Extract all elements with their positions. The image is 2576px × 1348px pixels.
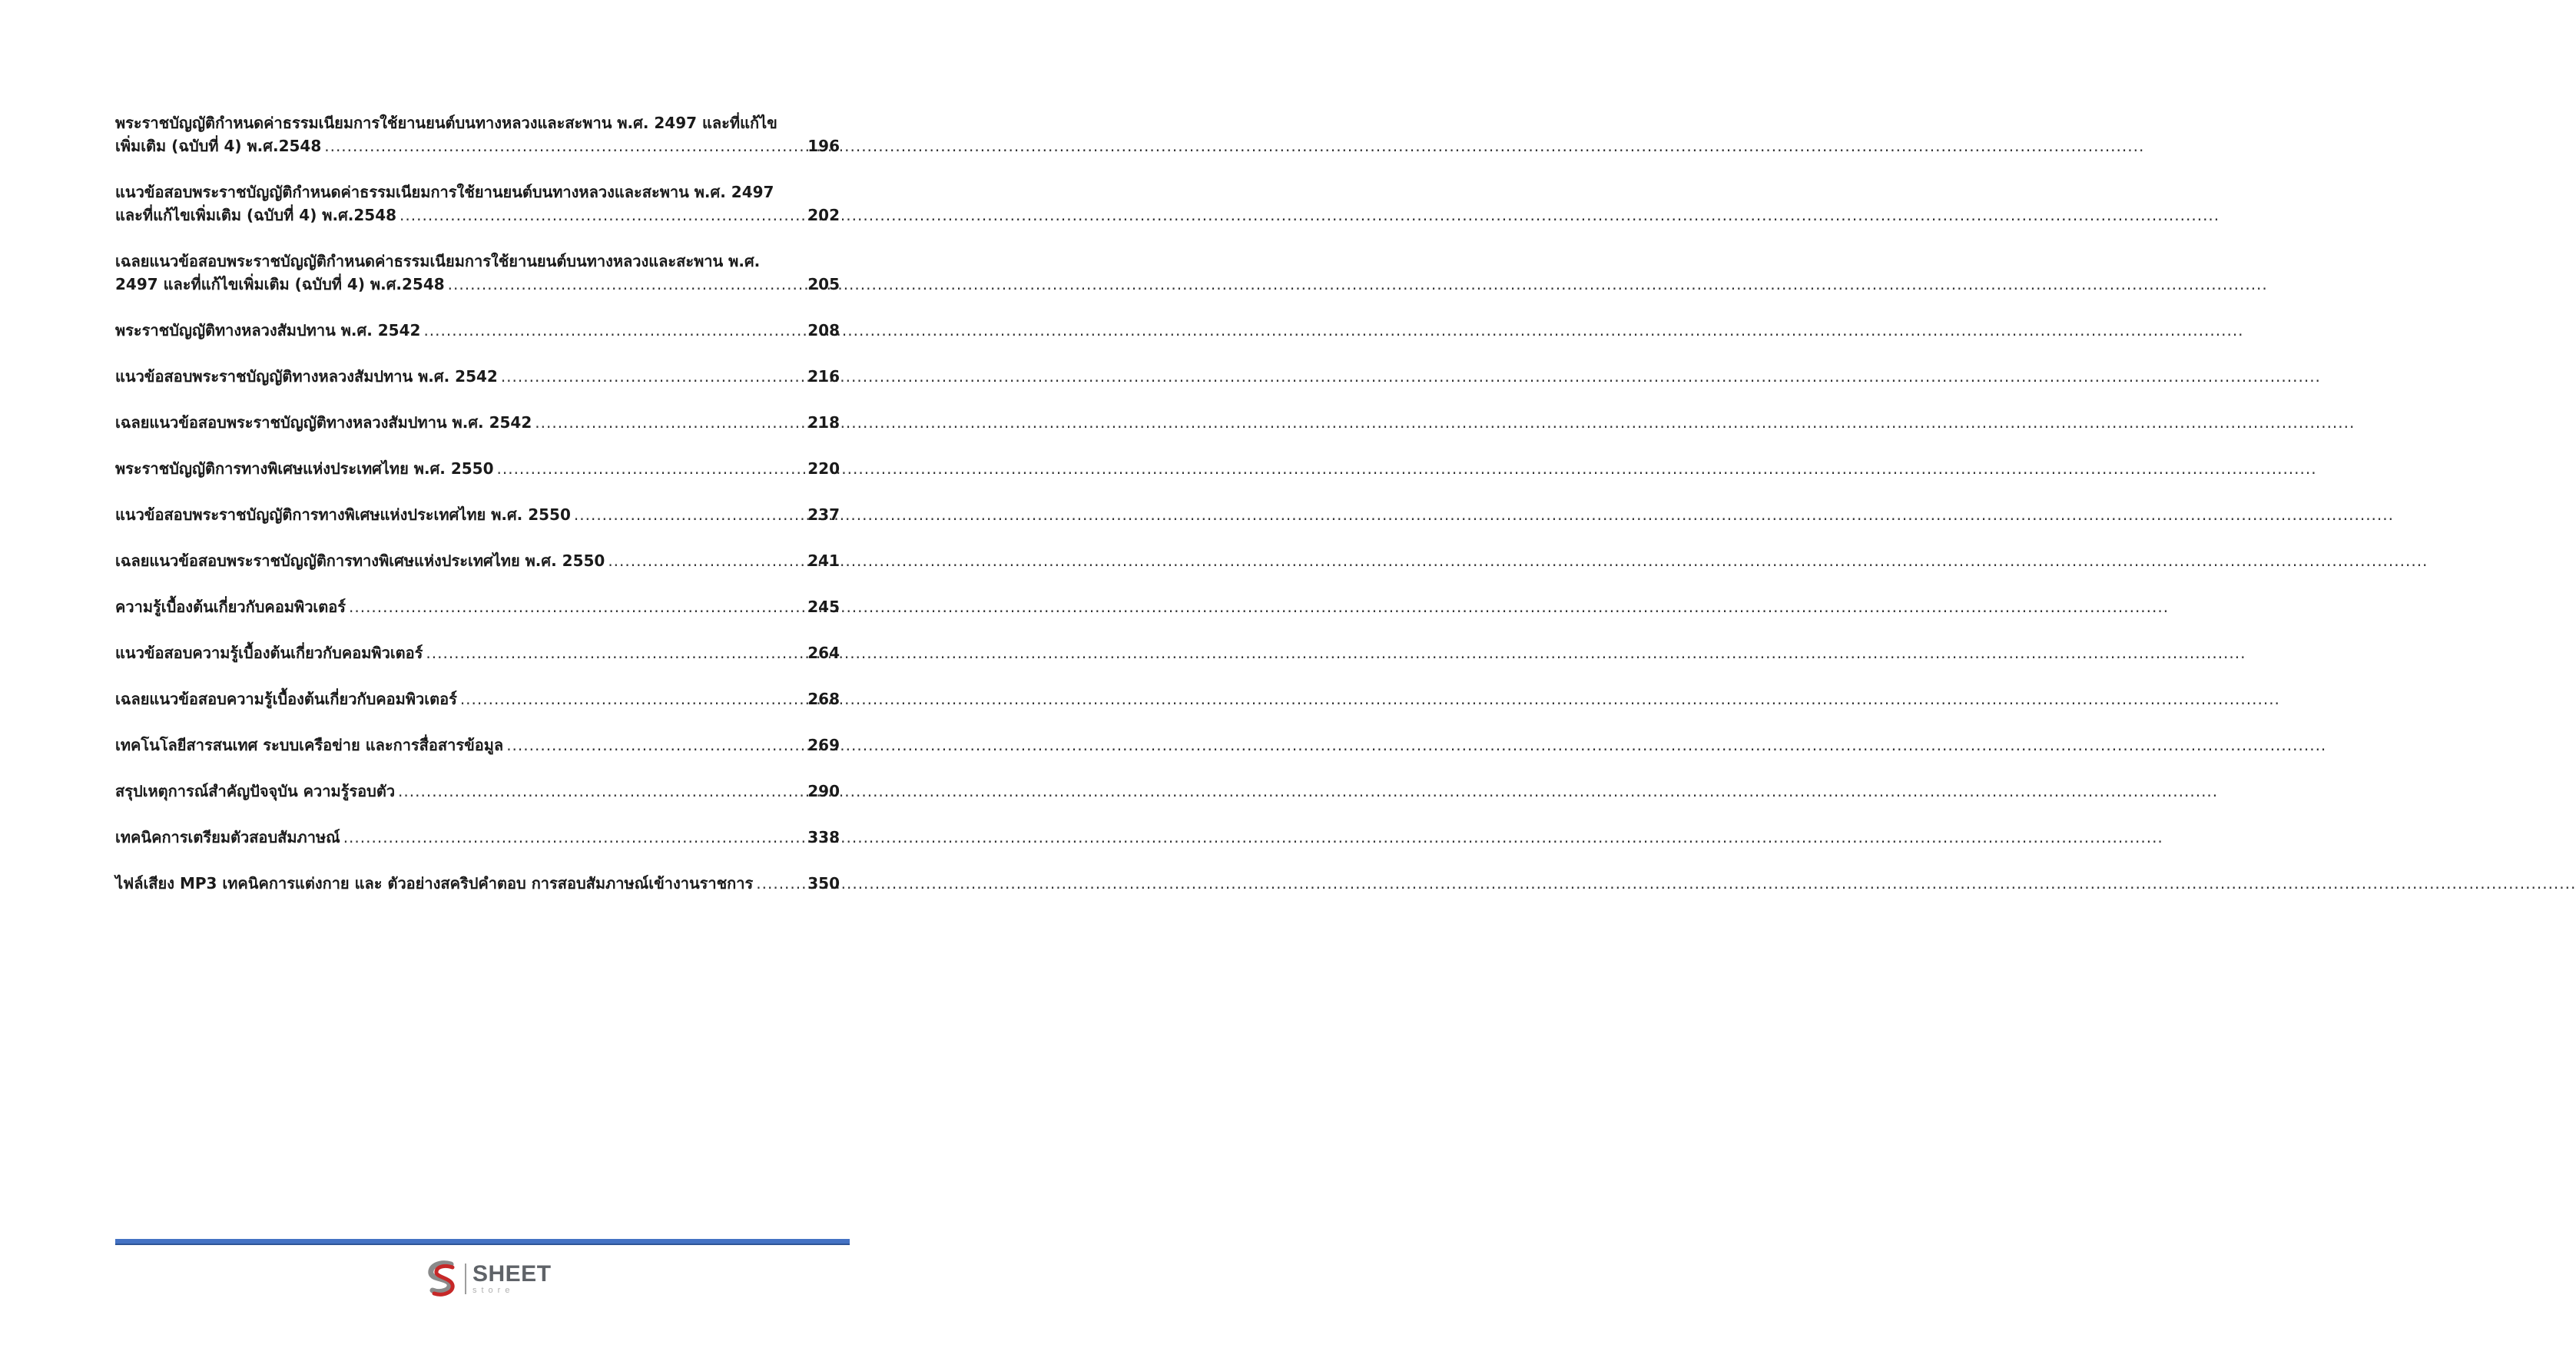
toc-entry-title: แนวข้อสอบพระราชบัญญัติทางหลวงสัมปทาน พ.ศ. 2542 [115,367,498,386]
dot-leader [426,641,804,664]
logo-text [472,1263,552,1295]
toc-page-number: 218 [807,413,840,432]
toc-entry[interactable] [115,365,840,388]
toc-entry[interactable] [115,780,840,803]
dot-leader [535,411,804,434]
toc-page-number: 268 [807,690,840,708]
toc-entry-title: แนวข้อสอบพระราชบัญญัติการทางพิเศษแห่งประเทศไทย พ.ศ. 2550 [115,505,571,524]
dot-leader [423,319,804,342]
toc-entry-title: เฉลยแนวข้อสอบพระราชบัญญัติการทางพิเศษแห่งประเทศไทย พ.ศ. 2550 [115,551,605,570]
toc-page-number: 220 [807,459,840,478]
dot-leader [349,595,804,618]
toc-entry[interactable] [115,250,840,296]
toc-entry[interactable] [115,872,840,895]
logo-subtitle: store [472,1286,515,1295]
toc-page-number: 290 [807,782,840,800]
dot-leader [398,780,804,803]
toc-entry[interactable] [115,826,840,849]
dot-leader [343,826,805,849]
toc-page-number: 237 [807,505,840,524]
toc-entry[interactable] [115,503,840,526]
toc-page-number: 241 [807,551,840,570]
toc-entry-title: พระราชบัญญัติทางหลวงสัมปทาน พ.ศ. 2542 [115,321,421,339]
dot-leader [497,457,805,480]
toc-entry[interactable] [115,111,840,157]
toc-entry-title-line2: และที่แก้ไขเพิ่มเติม (ฉบับที่ 4) พ.ศ.2548 [115,206,397,224]
toc-entry-title: เฉลยแนวข้อสอบความรู้เบื้องต้นเกี่ยวกับคอมพิวเตอร์ [115,690,457,708]
toc-entry[interactable] [115,181,840,227]
dot-leader [574,503,804,526]
dot-leader [501,365,804,388]
toc-entry[interactable] [115,734,840,757]
dot-leader [756,872,804,895]
toc-page-number: 350 [807,874,840,893]
toc-entry[interactable] [115,411,840,434]
logo-divider [465,1264,466,1294]
dot-leader [460,687,804,710]
toc-page-number: 338 [807,828,840,846]
footer-divider-bar [115,1239,850,1245]
sheet-store-logo-icon [425,1260,460,1298]
toc-entry-title: เทคนิคการเตรียมตัวสอบสัมภาษณ์ [115,828,340,846]
toc-page-number: 216 [807,367,840,386]
dot-leader [506,734,804,757]
sheet-store-logo [425,1258,552,1300]
toc-entry[interactable] [115,319,840,342]
toc-page-number: 205 [807,275,840,293]
toc-entry-title: เฉลยแนวข้อสอบพระราชบัญญัติทางหลวงสัมปทาน พ.ศ. 2542 [115,413,532,432]
toc-entry[interactable] [115,549,840,572]
toc-entry-title: เทคโนโลยีสารสนเทศ ระบบเครือข่าย และการสื่อสารข้อมูล [115,736,504,754]
toc-entry-title-line1: เฉลยแนวข้อสอบพระราชบัญญัติกำหนดค่าธรรมเนียมการใช้ยานยนต์บนทางหลวงและสะพาน พ.ศ. [115,252,761,270]
logo-word: SHEET [472,1261,552,1287]
toc-page-number: 269 [807,736,840,754]
toc-entry[interactable] [115,641,840,664]
toc-entry-title: ไฟล์เสียง MP3 เทคนิคการแต่งกาย และ ตัวอย่างสคริปคำตอบ การสอบสัมภาษณ์เข้างานราชการ [115,874,754,893]
toc-entry-title-line1: แนวข้อสอบพระราชบัญญัติกำหนดค่าธรรมเนียมการใช้ยานยนต์บนทางหลวงและสะพาน พ.ศ. 2497 [115,183,774,201]
toc-entry-title-line2: 2497 และที่แก้ไขเพิ่มเติม (ฉบับที่ 4) พ.ศ.2548 [115,275,445,293]
toc-entry-title-line2: เพิ่มเติม (ฉบับที่ 4) พ.ศ.2548 [115,137,322,155]
toc-page-number: 208 [807,321,840,339]
toc-entry-title: ความรู้เบื้องต้นเกี่ยวกับคอมพิวเตอร์ [115,598,346,616]
dot-leader [448,273,805,296]
toc-page-number: 196 [807,137,840,155]
toc-entry[interactable] [115,687,840,710]
toc-page-number: 264 [807,644,840,662]
table-of-contents [115,111,840,918]
toc-page-number: 245 [807,598,840,616]
toc-entry[interactable] [115,595,840,618]
toc-entry-title: แนวข้อสอบความรู้เบื้องต้นเกี่ยวกับคอมพิวเตอร์ [115,644,423,662]
dot-leader [324,134,804,157]
toc-entry-title: พระราชบัญญัติการทางพิเศษแห่งประเทศไทย พ.ศ. 2550 [115,459,494,478]
toc-page-number: 202 [807,206,840,224]
toc-entry[interactable] [115,457,840,480]
toc-entry-title: สรุปเหตุการณ์สำคัญปัจจุบัน ความรู้รอบตัว [115,782,396,800]
dot-leader [399,204,804,227]
dot-leader [608,549,804,572]
toc-entry-title-line1: พระราชบัญญัติกำหนดค่าธรรมเนียมการใช้ยานยนต์บนทางหลวงและสะพาน พ.ศ. 2497 และที่แก้ไข [115,114,777,132]
